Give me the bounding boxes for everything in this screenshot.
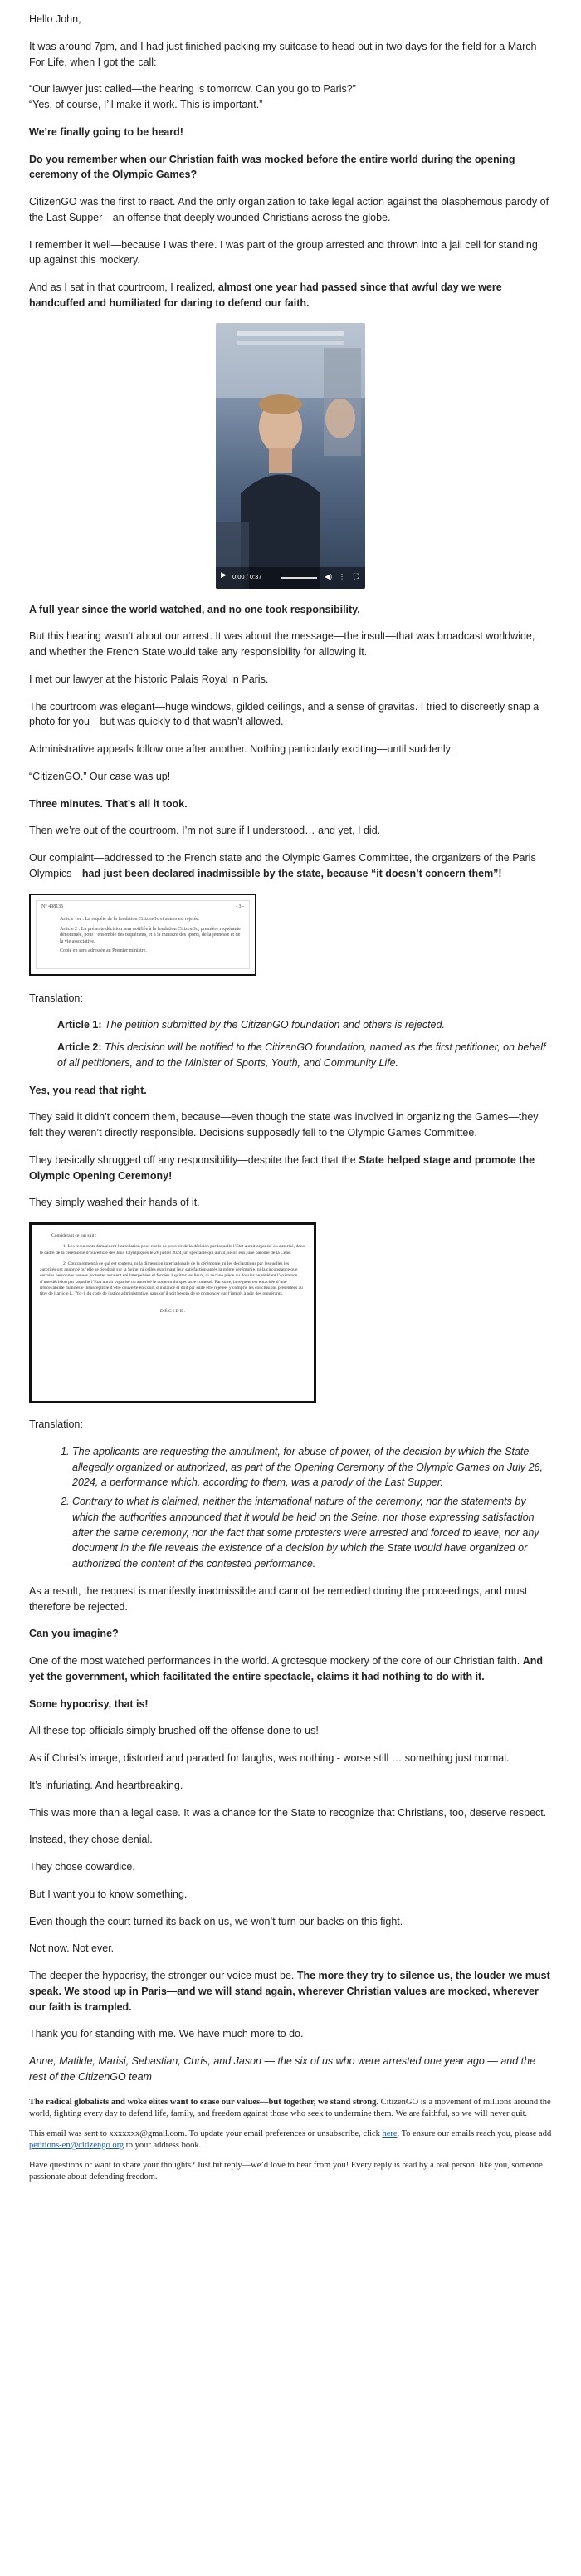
paragraph: They said it didn’t concern them, because—even though the state was involved in organizing the Games—they felt they weren’t directly responsible. Decisions supposedly fell to the Olympic Games Committee. [29,1111,539,1139]
text: And as I sat in that courtroom, I realized, [29,282,218,293]
paragraph: I met our lawyer at the historic Palais Royal in Paris. [29,673,269,685]
bold-text: State helped stage and promote the Olympic Opening Ceremony! [29,1153,535,1182]
footer-questions: Have questions or want to share your thoughts? Just hit reply—we’d love to hear from you! Every reply is read by a real person. like you, someone passionate about defending freedom. [29,2161,543,2182]
text: Our complaint—addressed to the French state and the Olympic Games Committee, the organizers of the Paris Olympics— [29,852,536,879]
video-progress-bar[interactable] [281,577,317,579]
recipient-email: xxxxxxx@gmail.com [109,2128,185,2138]
doc-number: N° 498136 [42,904,64,909]
quote-line: “Our lawyer just called—the hearing is tomorrow. Can you go to Paris?” [29,83,356,95]
email-body [29,0,552,2192]
bold-statement: A full year since the world watched, and no one took responsibility. [29,603,360,615]
footer-tagline [29,2097,552,2120]
volume-icon[interactable]: ◀) [325,572,332,580]
text: They basically shrugged off any responsibility—despite the fact that the [29,1153,359,1166]
paragraph: They chose cowardice. [29,1861,135,1873]
paragraph: As if Christ’s image, distorted and paraded for laughs, was nothing - worse still … something just normal. [29,1752,510,1764]
fullscreen-icon[interactable]: ⛶ [353,572,359,580]
email-footer [29,2097,552,2184]
video-frame-image [216,323,365,589]
list-item: 2. Contrary to what is claimed, neither the international nature of the ceremony, nor the statements by which the authorities announced that it would be held on the Seine, nor those expressing satisfaction after the same ceremony, nor the fact that some protesters were arrested and forced to leave, nor any document in the file reveals the existence of a decision by which the State would have organized or authorized the content of the contested performance. [72,1494,552,1572]
play-icon[interactable]: ▶ [221,571,227,579]
paragraph: It’s infuriating. And heartbreaking. [29,1779,183,1791]
bold-statement: Three minutes. That’s all it took. [29,797,188,810]
doc-heading: Considérant ce qui suit : [51,1233,97,1238]
text: The deeper the hypocrisy, the stronger our voice must be. [29,1970,297,1981]
paragraph [29,1653,552,1685]
doc-paragraph: 2. Contrairement à ce qui est soutenu, ni la dimension internationale de la cérémonie, ni les déclarations par lesquelles les autorités ont annoncé qu’elle se tiendrait sur la Seine, ni celles exprimant leur satisfaction après la même cérémonie, ni la circonstance que certains personnes venues protester auraient été interpellées et forcées à quitter les lieux, ni aucune pièce du dossier ne révèlent l’existence d’une décision par laquelle l’Etat aurait organisé ou autorisé le contenu du spectacle contesté. Par suite, la requête est entachée d’une irrecevabilité manifeste insusceptible d’être couverte en cours d’instance et doit par suite être rejetée, y compris les conclusions présentées au titre de l’article L. 761-1 du code de justice administrative, sans qu’il soit besoin de se prononcer sur l’intérêt à agir des requérants. [40,1261,303,1297]
bold-text: had just been declared inadmissible by the state, because “it doesn’t concern them”! [81,867,502,879]
article-text: This decision will be notified to the CitizenGO foundation, named as the first petitioner, on behalf of all petitioners, and to the Minister of Sports, Youth, and Community Life. [57,1041,546,1069]
paragraph [29,1153,552,1184]
translation-article [57,1017,552,1033]
signature: Anne, Matilde, Marisi, Sebastian, Chris, and Jason — the six of us who were arrested one year ago — and the rest of the CitizenGO team [29,2055,536,2083]
article-text: The petition submitted by the CitizenGO foundation and others is rejected. [101,1019,445,1031]
article-label: Article 2: [57,1041,102,1053]
doc-article: Article 1er : La requête de la fondation CitizenGo et autres est rejetée. [60,917,200,922]
intro-paragraph: It was around 7pm, and I had just finished packing my suitcase to head out in two days for the field for a March For Life, when I got the call: [29,40,537,68]
sender-email-link[interactable]: petitions-en@citizengo.org [29,2141,124,2151]
court-decision-image-1 [29,894,256,976]
paragraph: Thank you for standing with me. We have much more to do. [29,2028,304,2040]
paragraph: Even though the court turned its back on us, we won’t turn our backs on this fight. [29,1915,403,1927]
bold-text: almost one year had passed since that awful day we were handcuffed and humiliated for daring to defend our faith. [29,282,502,309]
paragraph: But I want you to know something. [29,1888,188,1900]
paragraph: The courtroom was elegant—huge windows, gilded ceilings, and a sense of gravitas. I tried to discreetly snap a photo for you—but was quickly told that wasn’t allowed. [29,700,540,728]
paragraph [29,280,552,311]
arrest-video[interactable] [216,323,365,589]
doc-decide: D É C I D E : [159,1309,186,1315]
unsubscribe-link[interactable]: here [382,2128,398,2138]
paragraph: This was more than a legal case. It was a chance for the State to recognize that Christians, too, deserve respect. [29,1806,547,1819]
list-item: 1. The applicants are requesting the annulment, for abuse of power, of the decision by which the State allegedly organized or authorized, as part of the Opening Ceremony of the Olympic Games on July 26, 2024, a performance which, according to them, was a parody of the Last Supper. [72,1444,552,1491]
doc-paragraph: 1. Les requérants demandent l’annulation pour excès de pouvoir de la décision par laquelle l’Etat aurait organisé ou autorisé, dans le cadre de la cérémonie d’ouverture des Jeux Olympiques le 26 juillet 2024, un spectacle qui aurait, selon eux, une parodie de la Cène. [40,1244,305,1256]
bold-text: The more they try to silence us, the louder we must speak. We stood up in Paris—and we will stand again, wherever Christian values are mocked, wherever our faith is trampled. [29,1970,550,2013]
paragraph: Then we’re out of the courtroom. I’m not sure if I understood… and yet, I did. [29,825,381,837]
text: This email was sent to [29,2128,110,2138]
paragraph [29,1968,552,2015]
video-time: 0:00 / 0:37 [232,573,262,581]
text: . To ensure our emails reach you, please add [397,2128,552,2138]
bold-text: And yet the government, which facilitated the entire spectacle, claims it had nothing to do with it. [29,1655,544,1682]
doc-article: Article 2 : La présente décision sera notifiée à la fondation CitizenGo, première requérante dénommée, pour l’ensemble des requérants, et à la ministre des sports, de la jeunesse et de la vie associative. [60,926,241,944]
translation-article [57,1040,552,1071]
more-options-icon[interactable]: ⋮ [339,572,345,580]
translation-label: Translation: [29,992,83,1004]
paragraph: As a result, the request is manifestly inadmissible and cannot be remedied during the proceedings, and must therefore be rejected. [29,1584,528,1613]
court-decision-image-2 [29,1222,316,1403]
translation-label: Translation: [29,1418,83,1430]
paragraph: Instead, they chose denial. [29,1834,153,1846]
bold-question: Can you imagine? [29,1628,119,1640]
tagline-bold: The radical globalists and woke elites want to erase our values—but together, we stand strong. [29,2097,378,2107]
paragraph [29,850,552,882]
bold-statement: We’re finally going to be heard! [29,125,183,138]
text: One of the most watched performances in the world. A grotesque mockery of the core of our Christian faith. [29,1655,523,1667]
text: . To update your email preferences or unsubscribe, click [184,2128,383,2138]
paragraph: Administrative appeals follow one after another. Nothing particularly exciting—until suddenly: [29,743,454,755]
paragraph: All these top officials simply brushed off the offense done to us! [29,1725,319,1737]
quote-line: “Yes, of course, I’ll make it work. This is important.” [29,99,263,110]
translation-list [29,1444,552,1572]
greeting: Hello John, [29,13,81,25]
paragraph: “CitizenGO.” Our case was up! [29,770,171,782]
paragraph: But this hearing wasn’t about our arrest. It was about the message—the insult—that was broadcast worldwide, and whether the French State would take any responsibility for allowing it. [29,630,535,658]
doc-page: - 3 - [236,904,244,909]
footer-email-info [29,2128,552,2152]
article-label: Article 1: [57,1019,102,1031]
paragraph: I remember it well—because I was there. I was part of the group arrested and thrown into a jail cell for standing up against this mockery. [29,238,538,267]
paragraph: Not now. Not ever. [29,1942,115,1955]
bold-statement: Some hypocrisy, that is! [29,1697,149,1710]
bold-statement: Yes, you read that right. [29,1084,147,1096]
doc-article: Copie en sera adressée au Premier ministre. [60,948,147,953]
tagline-text: CitizenGO is a movement of millions around the world, fighting every day to defend life, family, and freedom against those who seek to undermine them. We are faithful, so we will never quit. [29,2097,551,2118]
text: to your address book. [124,2141,202,2151]
bold-question: Do you remember when our Christian faith was mocked before the entire world during the opening ceremony of the Olympic Games? [29,153,515,181]
paragraph: CitizenGO was the first to react. And the only organization to take legal action against the blasphemous parody of the Last Supper—an offense that deeply wounded Christians across the globe. [29,196,549,223]
paragraph: They simply washed their hands of it. [29,1197,200,1209]
